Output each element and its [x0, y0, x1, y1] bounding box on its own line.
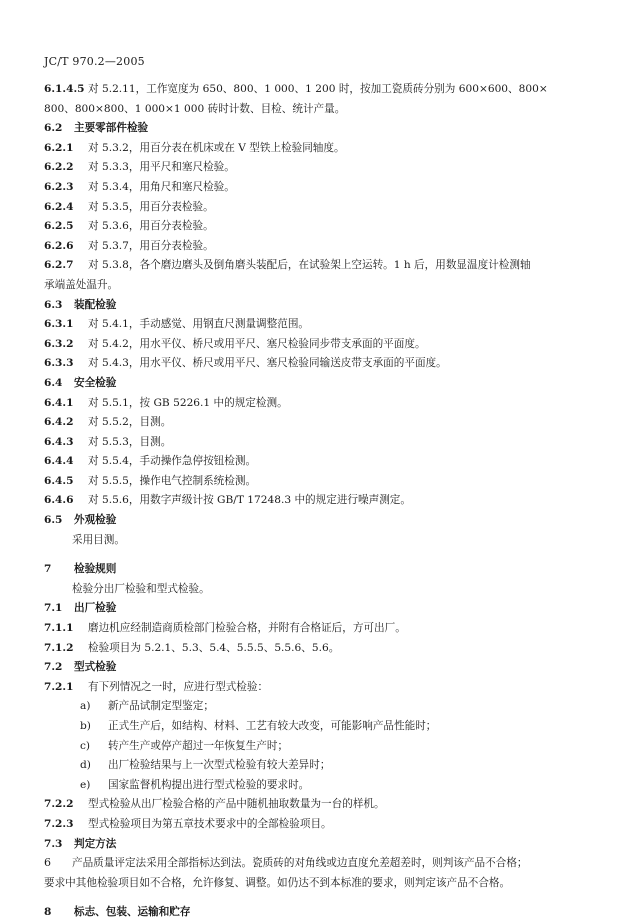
clause-text: 检验规则 — [74, 563, 117, 576]
text-line — [44, 433, 584, 453]
text-line — [44, 737, 584, 757]
clause-number: 6.1.4.5 — [44, 83, 85, 95]
clause-text: 对 5.3.4，用角尺和塞尺检验。 — [88, 180, 235, 193]
text-line — [44, 580, 584, 600]
list-marker: d) — [80, 759, 91, 772]
section-heading — [44, 658, 584, 678]
text-line — [44, 639, 584, 659]
clause-text: 装配检验 — [74, 298, 117, 311]
clause-text: 有下列情况之一时，应进行型式检验： — [88, 680, 269, 693]
text-line — [44, 756, 584, 776]
clause-number: 6.2.3 — [44, 180, 74, 193]
text-line — [44, 217, 584, 237]
clause-text: 对 5.4.1，手动感觉、用钢直尺测量调整范围。 — [88, 318, 310, 331]
text-line — [44, 619, 584, 639]
clause-number: 7.1.1 — [44, 622, 74, 635]
clause-text: 对 5.3.6，用百分表检验。 — [88, 220, 214, 233]
clause-number: 6.5 — [44, 514, 63, 527]
clause-text: 新产品试制定型鉴定； — [108, 700, 214, 713]
section-heading — [44, 119, 584, 139]
text-line — [44, 531, 584, 551]
text-line — [44, 413, 584, 433]
clause-number: 6.2.4 — [44, 200, 74, 213]
text-line — [44, 776, 584, 796]
text-line — [44, 795, 584, 815]
text-line — [44, 139, 584, 159]
text-line — [44, 237, 584, 257]
section-heading — [44, 374, 584, 394]
clause-text: 主要零部件检验 — [74, 122, 149, 135]
clause-number: 6.4.4 — [44, 455, 74, 468]
clause-text: 判定方法 — [74, 837, 117, 850]
clause-number: 6.4.1 — [44, 396, 74, 409]
clause-text: 安全检验 — [74, 376, 117, 389]
text-line — [44, 178, 584, 198]
clause-text: 型式检验 — [74, 661, 117, 674]
text-line — [44, 158, 584, 178]
clause-number: 6.4.6 — [44, 494, 74, 507]
spacer — [44, 550, 584, 560]
clause-text: 型式检验项目为第五章技术要求中的全部检验项目。 — [88, 817, 332, 830]
clause-number: 6.3 — [44, 298, 63, 311]
clause-number: 7.1 — [44, 602, 63, 615]
clause-number: 7.2 — [44, 661, 63, 674]
clause-text: 800、800×800、1 000×1 000 砖时计数、目检、统计产量。 — [44, 102, 346, 115]
clause-text: 对 5.5.2，目测。 — [88, 416, 172, 429]
clause-number: 6.2 — [44, 122, 63, 135]
text-line — [44, 394, 584, 414]
clause-text: 对 5.5.5，操作电气控制系统检测。 — [88, 474, 257, 487]
clause-number: 6.2.7 — [44, 259, 74, 272]
text-line — [44, 874, 584, 894]
clause-text: 对 5.3.5，用百分表检验。 — [88, 200, 214, 213]
clause-text: 对 5.5.6，用数字声级计按 GB/T 17248.3 中的规定进行噪声测定。 — [88, 494, 411, 507]
clause-text: 正式生产后，如结构、材料、工艺有较大改变，可能影响产品性能时； — [108, 720, 437, 732]
clause-number: 7.3 — [44, 837, 63, 850]
clause-number: 7.2.1 — [44, 680, 74, 693]
page-number: 6 — [44, 856, 51, 869]
list-marker: b) — [80, 720, 91, 732]
text-line — [44, 335, 584, 355]
clause-text: 对 5.4.2，用水平仪、桥尺或用平尺、塞尺检验同步带支承面的平面度。 — [88, 337, 426, 350]
clause-text: 对 5.3.3，用平尺和塞尺检验。 — [88, 161, 235, 174]
text-line — [44, 491, 584, 511]
clause-text: 出厂检验 — [74, 602, 117, 615]
clause-number: 6.2.2 — [44, 161, 74, 174]
clause-text: 对 5.2.11，工作宽度为 650、800、1 000、1 200 时，按加工瓷质砖分别为 600×600、800× — [88, 83, 548, 95]
clause-text: 外观检验 — [74, 514, 117, 527]
text-line — [44, 256, 584, 276]
clause-text: 对 5.5.1，按 GB 5226.1 中的规定检测。 — [88, 396, 288, 409]
clause-text: 检验项目为 5.2.1、5.3、5.4、5.5.5、5.5.6、5.6。 — [88, 641, 340, 654]
text-line — [44, 472, 584, 492]
clause-number: 8 — [44, 906, 52, 919]
clause-text: 产品质量评定法采用全部指标达到法。瓷质砖的对角线或边直度允差超差时，则判该产品不合格； — [72, 857, 528, 870]
clause-text: 检验分出厂检验和型式检验。 — [72, 582, 210, 595]
spacer — [44, 893, 584, 903]
text-line — [44, 80, 584, 100]
list-marker: c) — [80, 739, 91, 752]
clause-number: 6.2.5 — [44, 220, 74, 233]
clause-text: 对 5.3.7，用百分表检验。 — [88, 239, 214, 252]
clause-number: 6.3.1 — [44, 318, 74, 331]
clause-text: 采用目测。 — [72, 533, 125, 546]
clause-number: 7.2.2 — [44, 798, 74, 811]
section-heading — [44, 296, 584, 316]
clause-text: 转产生产或停产超过一年恢复生产时； — [108, 739, 289, 752]
text-line — [44, 354, 584, 374]
list-marker: a) — [80, 700, 91, 713]
section-heading — [44, 511, 584, 531]
clause-text: 国家监督机构提出进行型式检验的要求时。 — [108, 778, 310, 791]
clause-text: 磨边机应经制造商质检部门检验合格，并附有合格证后，方可出厂。 — [88, 622, 406, 635]
clause-number: 7.2.3 — [44, 817, 74, 830]
text-line — [44, 678, 584, 698]
text-line — [44, 815, 584, 835]
clause-text: 型式检验从出厂检验合格的产品中随机抽取数量为一台的样机。 — [88, 798, 385, 811]
clause-number: 6.4.5 — [44, 474, 74, 487]
clause-text: 承端盖处温升。 — [44, 278, 119, 291]
chapter-heading — [44, 560, 584, 580]
clause-text: 出厂检验结果与上一次型式检验有较大差异时； — [108, 759, 331, 772]
clause-number: 6.4 — [44, 376, 63, 389]
text-line — [44, 276, 584, 296]
clause-number: 6.4.3 — [44, 435, 74, 448]
document-body — [44, 80, 584, 923]
clause-text: 对 5.5.4，手动操作急停按钮检测。 — [88, 455, 257, 468]
clause-number: 6.4.2 — [44, 416, 74, 429]
text-line — [44, 315, 584, 335]
section-heading — [44, 599, 584, 619]
clause-number: 6.3.2 — [44, 337, 74, 350]
clause-number: 7 — [44, 563, 52, 576]
clause-text: 标志、包装、运输和贮存 — [74, 906, 191, 919]
section-heading — [44, 835, 584, 855]
clause-number: 6.2.6 — [44, 239, 74, 252]
chapter-heading — [44, 903, 584, 923]
clause-number: 7.1.2 — [44, 641, 74, 654]
text-line — [44, 198, 584, 218]
clause-text: 对 5.5.3，目测。 — [88, 435, 172, 448]
clause-number: 6.3.3 — [44, 357, 74, 370]
text-line — [44, 717, 584, 737]
clause-text: 要求中其他检验项目如不合格，允许修复、调整。如仍达不到本标准的要求，则判定该产品不合格。 — [44, 876, 511, 889]
clause-text: 对 5.3.2，用百分表在机床或在 V 型铁上检验同轴度。 — [88, 141, 345, 154]
text-line — [44, 697, 584, 717]
standard-code-header: JC/T 970.2—2005 — [44, 55, 145, 68]
clause-text: 对 5.3.8，各个磨边磨头及倒角磨头装配后，在试验架上空运转。1 h 后，用数显温度计检测轴 — [88, 259, 531, 272]
text-line — [44, 452, 584, 472]
text-line — [44, 100, 584, 120]
clause-text: 对 5.4.3，用水平仪、桥尺或用平尺、塞尺检验同输送皮带支承面的平面度。 — [88, 357, 447, 370]
clause-number: 6.2.1 — [44, 141, 74, 154]
list-marker: e) — [80, 778, 91, 791]
text-line — [44, 854, 584, 874]
